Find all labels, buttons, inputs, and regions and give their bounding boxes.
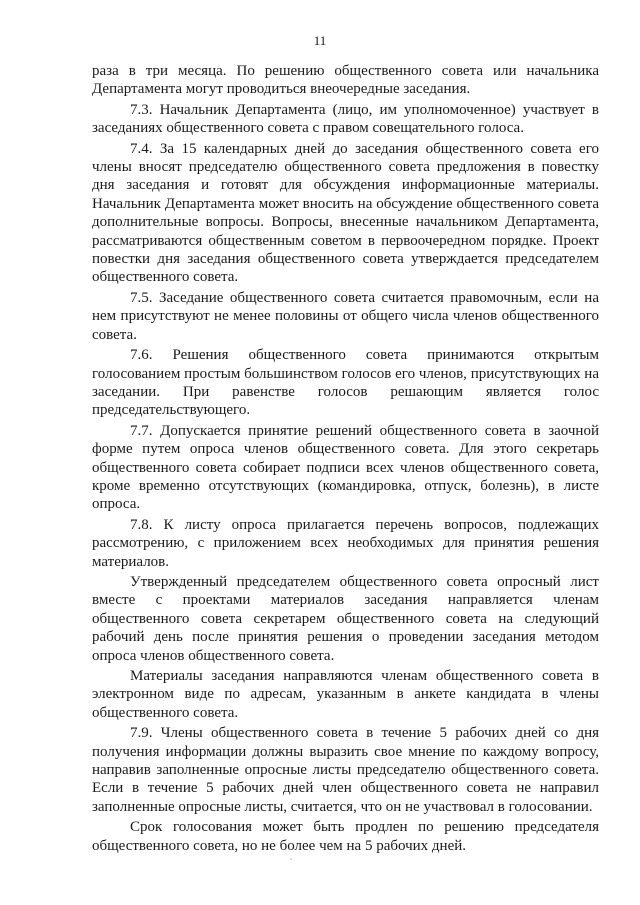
paragraph-7-3: 7.3. Начальник Департамента (лицо, им уполномоченное) участвует в заседаниях общественного совета с правом совещательного голоса. — [92, 101, 599, 137]
paragraph-questionnaire-sending: Утвержденный председателем общественного совета опросный лист вместе с проектами материалов заседания направляется членам общественного совета секретарем общественного совета на следующий рабочий день после принятия решения о проведении заседания методом опроса членов общественного совета. — [92, 573, 599, 664]
paragraph-7-8: 7.8. К листу опроса прилагается перечень вопросов, подлежащих рассмотрению, с приложением всех необходимых для принятия решения материалов. — [92, 516, 599, 570]
paragraph-meeting-frequency: раза в три месяца. По решению общественного совета или начальника Департамента могут проводиться внеочередные заседания. — [92, 63, 599, 98]
paragraph-7-7: 7.7. Допускается принятие решений общественного совета в заочной форме путем опроса членов общественного совета. Для этого секретарь общественного совета собирает подписи всех членов общественного совета, кроме временно отсутствующих (командировка, отпуск, болезнь), в листе опроса. — [92, 422, 599, 513]
paragraph-7-9: 7.9. Члены общественного совета в течение 5 рабочих дней со дня получения информации должны выразить свое мнение по каждому вопросу, направив заполненные опросные листы председателю общественного совета. Если в течение 5 рабочих дней член общественного совета не направил заполненные опросные листы, считается, что он не участвовал в голосовании. — [92, 725, 599, 815]
paragraph-voting-extension: Срок голосования может быть продлен по решению председателя общественного совета, но не более чем на 5 рабочих дней. — [92, 819, 599, 854]
document-body — [92, 62, 599, 857]
scan-speck — [290, 858, 292, 860]
page-number: 11 — [313, 33, 327, 48]
paragraph-materials-sending: Материалы заседания направляются членам общественного совета в электронном виде по адресам, указанным в анкете кандидата в члены общественного совета. — [92, 668, 599, 721]
paragraph-7-6: 7.6. Решения общественного совета принимаются открытым голосованием простым большинством голосов его членов, присутствующих на заседании. При равенстве голосов решающим является голос председательствующего. — [92, 347, 599, 419]
paragraph-7-5: 7.5. Заседание общественного совета считается правомочным, если на нем присутствуют не менее половины от общего числа членов общественного совета. — [92, 289, 599, 343]
paragraph-7-4: 7.4. За 15 календарных дней до заседания общественного совета его члены вносят председателю общественного совета предложения в повестку дня заседания и готовят для обсуждения информационные материалы. Начальник Департамента может вносить на обсуждение общественного совета дополнительные вопросы. Вопросы, внесенные начальником Департамента, рассматриваются общественным советом в первоочередном порядке. Проект повестки дня заседания общественного совета утверждается председателем общественного совета. — [92, 140, 599, 286]
